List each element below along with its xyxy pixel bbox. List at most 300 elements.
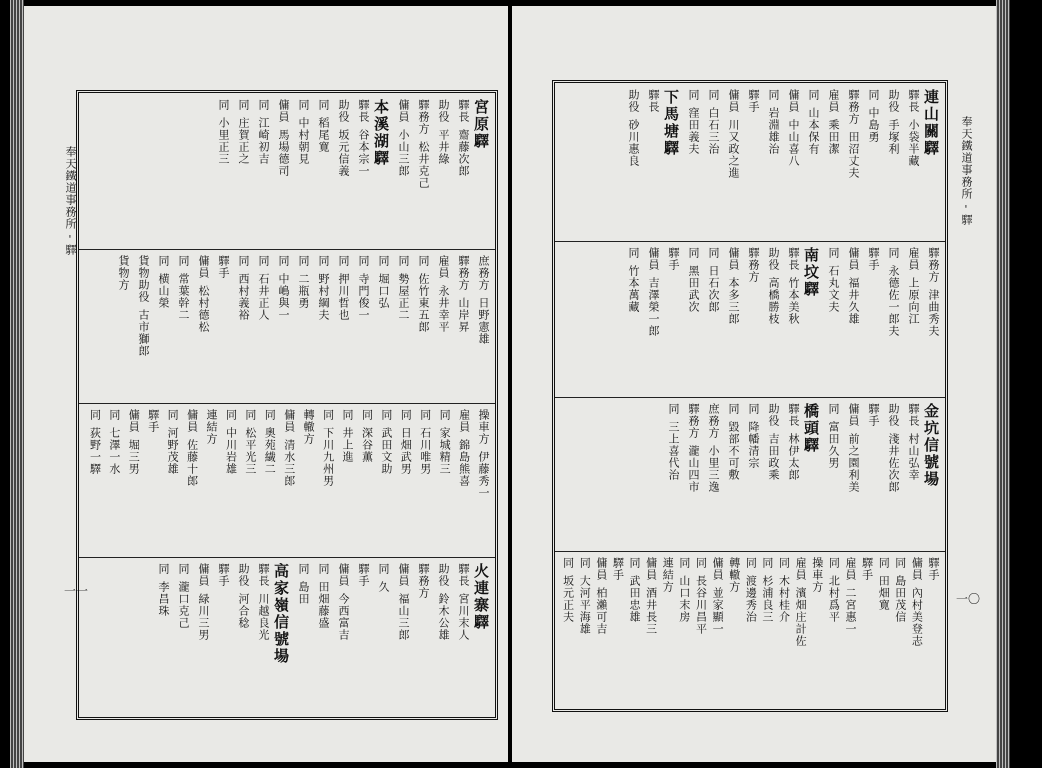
staff-entry (645, 247, 661, 391)
role-label: 驛長 (787, 247, 800, 271)
person-name: 松井克己 (417, 141, 430, 189)
role-label: 同 (157, 563, 170, 575)
role-label: 同 (177, 563, 190, 575)
staff-entry (125, 409, 141, 551)
person-name: 武田忠雄 (628, 575, 642, 623)
role-label: 同 (166, 409, 180, 421)
person-name: 福山三郎 (397, 593, 410, 641)
staff-entry (455, 255, 471, 397)
staff-entry (805, 89, 821, 235)
staff-entry (892, 557, 908, 703)
staff-entry (235, 99, 251, 243)
person-name: 坂元信義 (337, 129, 350, 177)
person-name: 庄賀正之 (237, 117, 250, 165)
station-title: 下馬塘驛 (662, 89, 680, 157)
staff-entry (792, 557, 808, 703)
role-label: 同 (561, 557, 575, 569)
role-label: 同 (341, 409, 354, 421)
person-name: 家城精三 (438, 427, 452, 475)
staff-entry (184, 409, 200, 551)
staff-entry (925, 557, 941, 703)
staff-entry (745, 89, 761, 235)
person-name: 並家顯一 (711, 587, 725, 635)
staff-entry (397, 409, 413, 551)
staff-entry (295, 563, 311, 711)
staff-entry (785, 403, 801, 545)
person-name: 中山喜八 (787, 119, 800, 167)
role-label: 驛務方 (457, 255, 470, 291)
staff-entry (705, 403, 721, 545)
person-name: 二瓶勇 (297, 273, 310, 309)
person-name: 林伊太郎 (787, 433, 800, 481)
staff-entry (725, 247, 741, 391)
staff-entry (685, 403, 701, 545)
role-label: 同 (399, 409, 413, 421)
role-label: 同 (379, 409, 393, 421)
staff-entry (335, 99, 351, 243)
staff-entry (435, 563, 451, 711)
staff-entry (275, 99, 291, 243)
staff-entry (261, 409, 277, 551)
staff-entry (905, 403, 921, 545)
band-2 (79, 249, 495, 404)
role-label: 連結方 (205, 409, 218, 445)
staff-entry (885, 403, 901, 545)
left-page-edge (10, 0, 24, 768)
staff-entry (155, 255, 171, 397)
role-label: 傭員 (197, 255, 210, 279)
role-label: 同 (263, 409, 277, 421)
station-title: 本溪湖驛 (372, 99, 390, 167)
role-label: 同 (321, 409, 335, 421)
staff-entry (865, 89, 881, 235)
staff-entry (825, 557, 841, 703)
person-name: 毀部不可敷 (727, 421, 740, 481)
role-label: 驛務方 (417, 99, 430, 135)
person-name: 北村爲平 (827, 575, 841, 623)
person-name: 山口末房 (677, 575, 691, 623)
role-label: 傭員 (127, 409, 141, 433)
role-label: 助役 (767, 403, 780, 427)
staff-entry (281, 409, 297, 551)
role-label: 驛長 (787, 403, 800, 427)
staff-entry (809, 557, 825, 703)
running-head: 奉天鐵道事務所 - 驛 (960, 116, 973, 226)
staff-entry (355, 255, 371, 397)
person-name: 田畑藤盛 (317, 581, 330, 629)
role-label: 同 (277, 255, 290, 267)
staff-entry (665, 247, 681, 391)
person-name: 大河平海雄 (578, 575, 592, 635)
staff-entry (255, 99, 271, 243)
person-name: 七澤一水 (107, 427, 121, 475)
role-label: 同 (827, 557, 841, 569)
staff-entry (335, 563, 351, 711)
staff-entry (242, 409, 258, 551)
staff-entry (859, 557, 875, 703)
staff-entry (375, 563, 391, 711)
staff-entry (659, 557, 675, 703)
staff-entry (593, 557, 609, 703)
staff-entry (475, 255, 491, 397)
staff-entry (745, 403, 761, 545)
person-name: 渡邊秀治 (744, 575, 758, 623)
role-label: 同 (777, 557, 791, 569)
role-label: 助役 (887, 89, 900, 113)
staff-entry (785, 247, 801, 391)
staff-entry (115, 255, 131, 397)
role-label: 同 (317, 255, 330, 267)
role-label: 傭員 (647, 247, 660, 271)
role-label: 雇員 (907, 247, 920, 271)
role-label: 驛長 (647, 89, 660, 113)
person-name: 押川哲也 (337, 273, 350, 321)
staff-entry (417, 409, 433, 551)
staff-entry (905, 89, 921, 235)
person-name: 久 (377, 581, 390, 593)
person-name: 齋藤次郎 (457, 129, 470, 177)
role-label: 雇員 (457, 409, 471, 433)
staff-entry (255, 563, 271, 711)
staff-entry (925, 247, 941, 391)
staff-entry (726, 557, 742, 703)
person-name: 河野茂雄 (166, 427, 180, 475)
person-name: 平井綠 (437, 129, 450, 165)
role-label: 驛手 (747, 89, 760, 113)
running-head: 奉天鐵道事務所 - 驛 (64, 146, 77, 256)
role-label: 傭員 (644, 557, 658, 581)
staff-entry (905, 247, 921, 391)
person-name: 石井正人 (257, 273, 270, 321)
role-label: 傭員 (727, 89, 740, 113)
role-label: 驛長 (357, 99, 370, 123)
role-label: 驛長 (457, 563, 470, 587)
role-label: 貨物方 (117, 255, 130, 291)
role-label: 同 (337, 255, 350, 267)
staff-entry (908, 557, 924, 703)
staff-entry (355, 563, 371, 711)
person-name: 山岸昇 (457, 297, 470, 333)
role-label: 同 (157, 255, 170, 267)
role-label: 驛手 (357, 563, 370, 587)
role-label: 庶務方 (707, 403, 720, 439)
staff-entry (885, 89, 901, 235)
person-name: 荻野一驛 (88, 427, 102, 475)
person-name: 上原向江 (907, 277, 920, 325)
person-name: 武田文助 (379, 427, 393, 475)
role-label: 驛手 (217, 255, 230, 279)
role-label: 助役 (437, 563, 450, 587)
staff-table (76, 90, 498, 720)
staff-entry (395, 563, 411, 711)
staff-entry (300, 409, 316, 551)
person-name: 前之園利美 (847, 433, 860, 493)
person-name: 李昌珠 (157, 581, 170, 617)
person-name: 村山弘幸 (907, 433, 920, 481)
staff-entry (625, 89, 641, 235)
person-name: 緑川三男 (197, 593, 210, 641)
staff-entry (295, 99, 311, 243)
staff-entry (785, 89, 801, 235)
person-name: 小里正三 (217, 117, 230, 165)
role-label: 驛務方 (847, 89, 860, 125)
staff-entry (155, 563, 171, 711)
person-name: 砂川惠良 (627, 119, 640, 167)
role-label: 操車方 (477, 409, 490, 445)
staff-entry (315, 255, 331, 397)
role-label: 同 (224, 409, 238, 421)
role-label: 同 (667, 403, 680, 415)
staff-entry (320, 409, 336, 551)
staff-entry (825, 247, 841, 391)
role-label: 驛手 (611, 557, 625, 581)
person-name: 內村美登志 (910, 587, 924, 647)
person-name: 馬場德司 (277, 129, 290, 177)
role-label: 貨物助役 (137, 255, 150, 303)
role-label: 驛手 (667, 247, 680, 271)
staff-entry (865, 247, 881, 391)
role-label: 傭員 (847, 403, 860, 427)
staff-entry (709, 557, 725, 703)
staff-entry (865, 403, 881, 545)
role-label: 同 (760, 557, 774, 569)
person-name: 堀口弘 (377, 273, 390, 309)
person-name: 竹本萬藏 (627, 265, 640, 313)
staff-entry (825, 403, 841, 545)
staff-entry (845, 89, 861, 235)
staff-entry (195, 563, 211, 711)
person-name: 古市獅郎 (137, 309, 150, 357)
staff-entry (395, 99, 411, 243)
role-label: 同 (628, 557, 642, 569)
person-name: 岩淵雄治 (767, 107, 780, 155)
staff-entry (415, 255, 431, 397)
staff-entry (742, 557, 758, 703)
role-label: 轉轍方 (302, 409, 316, 445)
staff-table (552, 80, 948, 712)
person-name: 深谷薫 (360, 427, 374, 463)
role-label: 傭員 (397, 99, 410, 123)
station-title: 火連寨驛 (472, 563, 490, 631)
staff-entry (195, 255, 211, 397)
person-name: 日石次郎 (707, 265, 720, 313)
person-name: 勢屋正二 (397, 273, 410, 321)
station-title: 宮原驛 (472, 99, 490, 150)
staff-entry (725, 403, 741, 545)
staff-entry (106, 409, 122, 551)
person-name: 手塚利 (887, 119, 900, 155)
person-name: 佐藤十郎 (185, 439, 199, 487)
band-1 (79, 93, 495, 250)
staff-entry (315, 99, 331, 243)
role-label: 同 (687, 89, 700, 101)
staff-entry (235, 255, 251, 397)
role-label: 傭員 (594, 557, 608, 581)
role-label: 同 (297, 563, 310, 575)
staff-entry (665, 403, 681, 545)
role-label: 同 (418, 409, 432, 421)
role-label: 驛手 (217, 563, 230, 587)
role-label: 驛長 (257, 563, 270, 587)
role-label: 連結方 (661, 557, 675, 593)
role-label: 傭員 (727, 247, 740, 271)
person-name: 中川岩雄 (224, 427, 238, 475)
staff-entry (145, 409, 161, 551)
staff-entry (255, 255, 271, 397)
staff-entry (335, 255, 351, 397)
person-name: 永井幸平 (437, 285, 450, 333)
role-label: 操車方 (810, 557, 824, 593)
role-label: 同 (867, 89, 880, 101)
person-name: 河合稔 (237, 593, 250, 629)
role-label: 庶務方 (477, 255, 490, 291)
staff-entry (825, 89, 841, 235)
person-name: 今西富吉 (337, 593, 350, 641)
person-name: 富田久男 (827, 421, 840, 469)
staff-entry (455, 563, 471, 711)
role-label: 同 (747, 403, 760, 415)
person-name: 長谷川昌平 (694, 575, 708, 635)
staff-entry (692, 557, 708, 703)
role-label: 同 (807, 89, 820, 101)
person-name: 瀧口克己 (177, 581, 190, 629)
staff-entry (845, 247, 861, 391)
role-label: 同 (727, 403, 740, 415)
role-label: 傭員 (910, 557, 924, 581)
role-label: 助役 (627, 89, 640, 113)
role-label: 同 (767, 89, 780, 101)
person-name: 二宮惠一 (843, 587, 857, 635)
person-name: 中嶋與一 (277, 273, 290, 321)
page-number: 一〇 (956, 592, 981, 606)
person-name: 常葉幹二 (177, 273, 190, 321)
role-label: 同 (687, 247, 700, 259)
role-label: 同 (257, 255, 270, 267)
role-label: 驛手 (867, 403, 880, 427)
role-label: 雇員 (437, 255, 450, 279)
role-label: 同 (707, 247, 720, 259)
role-label: 同 (377, 563, 390, 575)
person-name: 伊藤秀一 (477, 451, 490, 499)
band-4 (555, 551, 945, 709)
role-label: 驛務方 (927, 247, 940, 283)
person-name: 松村德松 (197, 285, 210, 333)
person-name: 小山三郎 (397, 129, 410, 177)
person-name: 佐竹東五郎 (417, 273, 430, 333)
staff-entry (339, 409, 355, 551)
staff-entry (415, 563, 431, 711)
staff-entry (765, 89, 781, 235)
role-label: 驛長 (907, 403, 920, 427)
person-name: 永德佐一郎夫 (887, 265, 900, 337)
staff-entry (625, 247, 641, 391)
role-label: 同 (827, 247, 840, 259)
station-title: 橋頭驛 (802, 403, 820, 454)
staff-entry (395, 255, 411, 397)
person-name: 乘田潔 (827, 119, 840, 155)
staff-entry (215, 255, 231, 397)
person-name: 白石三治 (707, 107, 720, 155)
staff-entry (759, 557, 775, 703)
person-name: 奧苑繊二 (263, 427, 277, 475)
staff-entry (164, 409, 180, 551)
person-name: 田沼丈夫 (847, 131, 860, 179)
person-name: 柏瀨可吉 (594, 587, 608, 635)
role-label: 助役 (237, 563, 250, 587)
person-name: 福井久雄 (847, 277, 860, 325)
person-name: 杉浦良三 (760, 575, 774, 623)
role-label: 同 (578, 557, 592, 569)
role-label: 同 (893, 557, 907, 569)
role-label: 同 (827, 403, 840, 415)
staff-entry (358, 409, 374, 551)
band-3 (79, 403, 495, 558)
staff-entry (215, 99, 231, 243)
role-label: 傭員 (397, 563, 410, 587)
person-name: 鈴木公雄 (437, 593, 450, 641)
role-label: 傭員 (282, 409, 296, 433)
person-name: 三上喜代治 (667, 421, 680, 481)
person-name: 野村綱夫 (317, 273, 330, 321)
staff-entry (576, 557, 592, 703)
role-label: 助役 (337, 99, 350, 123)
staff-entry (135, 255, 151, 397)
station-title: 高家嶺信號場 (272, 563, 290, 665)
role-label: 同 (317, 99, 330, 111)
staff-entry (685, 89, 701, 235)
role-label: 助役 (887, 403, 900, 427)
role-label: 雇員 (827, 89, 840, 113)
role-label: 傭員 (847, 247, 860, 271)
staff-entry (776, 557, 792, 703)
role-label: 傭員 (787, 89, 800, 113)
staff-entry (765, 403, 781, 545)
role-label: 助役 (767, 247, 780, 271)
role-label: 同 (177, 255, 190, 267)
staff-entry (315, 563, 331, 711)
role-label: 轉轍方 (727, 557, 741, 593)
role-label: 同 (317, 563, 330, 575)
role-label: 同 (257, 99, 270, 111)
person-name: 濱畑庄計佐 (794, 587, 808, 647)
staff-entry (705, 247, 721, 391)
person-name: 川越良光 (257, 593, 270, 641)
person-name: 江崎初吉 (257, 117, 270, 165)
role-label: 驛長 (907, 89, 920, 113)
staff-entry (765, 247, 781, 391)
band-4 (79, 557, 495, 717)
staff-entry (235, 563, 251, 711)
staff-entry (455, 99, 471, 243)
role-label: 同 (417, 255, 430, 267)
person-name: 堀三男 (127, 439, 141, 475)
person-name: 本多三郎 (727, 277, 740, 325)
station-title: 南坟驛 (802, 247, 820, 298)
role-label: 傭員 (185, 409, 199, 433)
band-1 (555, 83, 945, 242)
role-label: 雇員 (843, 557, 857, 581)
staff-entry (378, 409, 394, 551)
role-label: 同 (217, 99, 230, 111)
role-label: 同 (88, 409, 102, 421)
role-label: 傭員 (337, 563, 350, 587)
staff-entry (175, 563, 191, 711)
role-label: 同 (397, 255, 410, 267)
person-name: 津曲秀夫 (927, 289, 940, 337)
role-label: 驛手 (927, 557, 940, 581)
role-label: 驛務方 (747, 247, 760, 283)
person-name: 横山榮 (157, 273, 170, 309)
